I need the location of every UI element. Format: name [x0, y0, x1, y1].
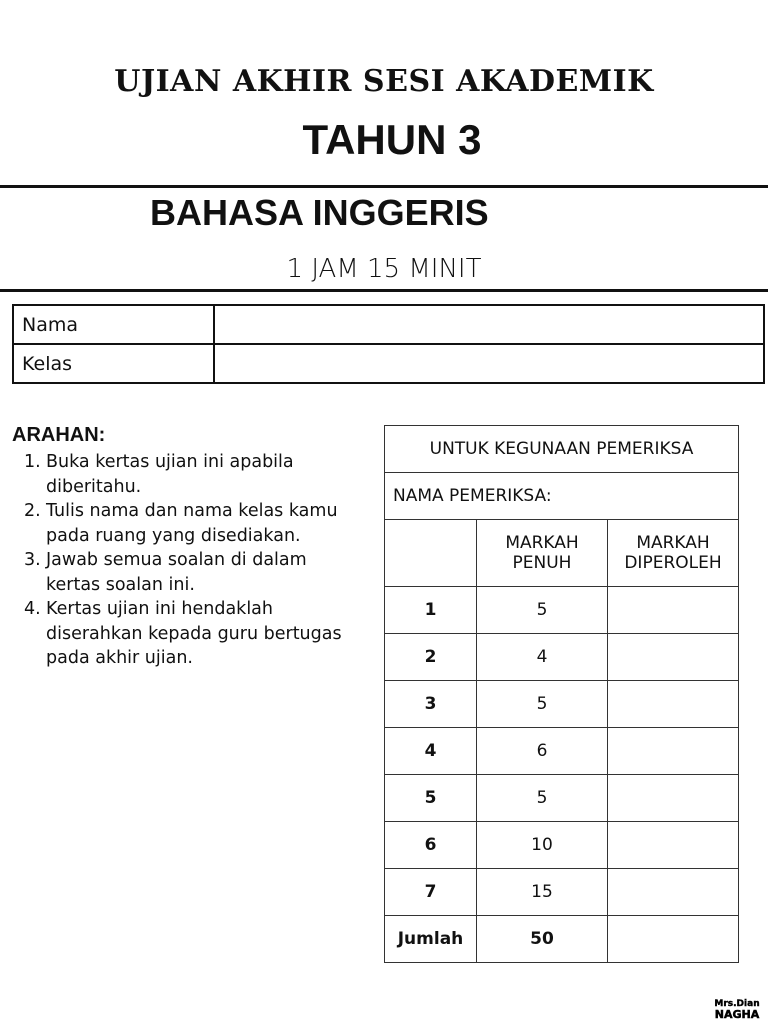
- instructions-list: [22, 450, 362, 671]
- class-label: Kelas: [13, 344, 214, 383]
- question-number: 4: [385, 728, 477, 775]
- instruction-item: [22, 597, 362, 671]
- full-marks-header: MARKAH PENUH: [477, 520, 608, 587]
- total-label: Jumlah: [385, 916, 477, 963]
- year-title: TAHUN 3: [302, 116, 482, 163]
- class-row: [13, 344, 764, 383]
- examiner-row: [385, 473, 739, 520]
- class-field[interactable]: [214, 344, 764, 383]
- obtained-marks-cell[interactable]: [608, 728, 739, 775]
- name-field[interactable]: [214, 305, 764, 344]
- question-number: 3: [385, 681, 477, 728]
- instruction-item: [22, 450, 362, 499]
- top-divider: [0, 185, 768, 188]
- instruction-text: Jawab semua soalan di dalam kertas soalan ini.: [46, 550, 307, 595]
- instruction-number: 4.: [24, 599, 41, 619]
- obtained-marks-cell[interactable]: [608, 634, 739, 681]
- marking-table: [384, 425, 739, 963]
- full-marks: 10: [477, 822, 608, 869]
- question-number: 1: [385, 587, 477, 634]
- instruction-number: 1.: [24, 452, 41, 472]
- full-marks: 5: [477, 775, 608, 822]
- instruction-text: Buka kertas ujian ini apabila diberitahu.: [46, 452, 294, 497]
- svg-text:Mrs.Dian: Mrs.Dian: [714, 999, 760, 1009]
- table-row: [385, 681, 739, 728]
- full-marks: 5: [477, 681, 608, 728]
- instruction-text: Tulis nama dan nama kelas kamu pada ruang yang disediakan.: [46, 501, 338, 546]
- obtained-marks-cell[interactable]: [608, 869, 739, 916]
- name-row: [13, 305, 764, 344]
- examiner-label: NAMA PEMERIKSA:: [385, 473, 739, 520]
- instruction-number: 3.: [24, 550, 41, 570]
- table-row: [385, 587, 739, 634]
- instruction-item: [22, 548, 362, 597]
- obtained-marks-header: MARKAH DIPEROLEH: [608, 520, 739, 587]
- question-header: [385, 520, 477, 587]
- question-number: 5: [385, 775, 477, 822]
- table-row: [385, 634, 739, 681]
- student-info-table: [12, 304, 765, 384]
- instruction-item: [22, 499, 362, 548]
- duration: 1 JAM 15 MINIT: [286, 254, 482, 284]
- total-row: [385, 916, 739, 963]
- instruction-number: 2.: [24, 501, 41, 521]
- bottom-divider: [0, 289, 768, 292]
- table-row: [385, 822, 739, 869]
- full-marks: 6: [477, 728, 608, 775]
- total-full-marks: 50: [477, 916, 608, 963]
- obtained-marks-cell[interactable]: [608, 822, 739, 869]
- question-number: 2: [385, 634, 477, 681]
- instructions-title: ARAHAN:: [12, 424, 106, 446]
- table-row: [385, 728, 739, 775]
- full-marks: 4: [477, 634, 608, 681]
- total-obtained-cell[interactable]: [608, 916, 739, 963]
- exam-title: UJIAN AKHIR SESI AKADEMIK: [114, 64, 654, 99]
- obtained-marks-cell[interactable]: [608, 681, 739, 728]
- subject-title: BAHASA INGGERIS: [150, 192, 489, 233]
- marking-header-row: [385, 520, 739, 587]
- marking-title: UNTUK KEGUNAAN PEMERIKSA: [385, 426, 739, 473]
- full-marks: 5: [477, 587, 608, 634]
- author-logo: [712, 996, 762, 1020]
- instruction-text: Kertas ujian ini hendaklah diserahkan kepada guru bertugas pada akhir ujian.: [46, 599, 342, 668]
- obtained-marks-cell[interactable]: [608, 587, 739, 634]
- full-marks: 15: [477, 869, 608, 916]
- obtained-marks-cell[interactable]: [608, 775, 739, 822]
- svg-text:NAGHA: NAGHA: [714, 1008, 760, 1020]
- question-number: 6: [385, 822, 477, 869]
- marking-title-row: [385, 426, 739, 473]
- question-number: 7: [385, 869, 477, 916]
- name-label: Nama: [13, 305, 214, 344]
- table-row: [385, 869, 739, 916]
- table-row: [385, 775, 739, 822]
